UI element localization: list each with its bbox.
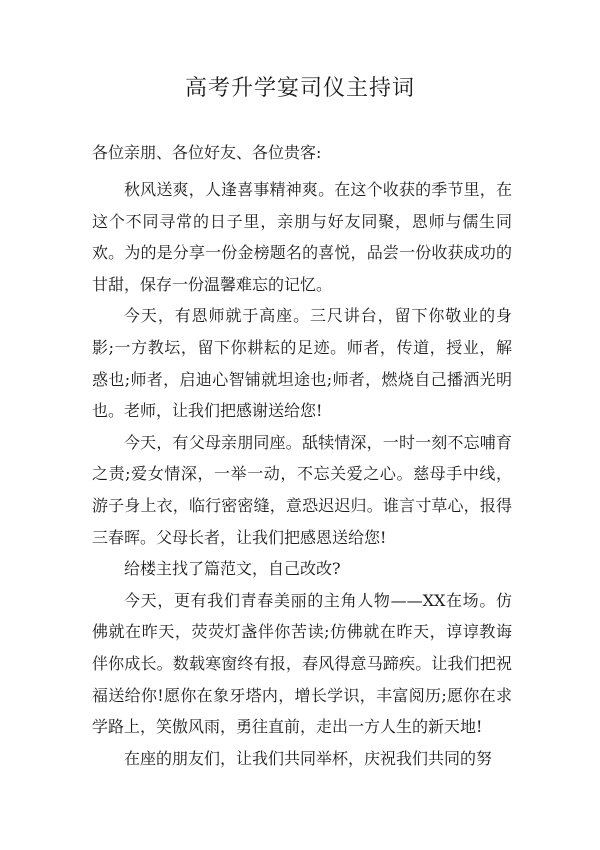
paragraph-toast: 在座的朋友们，让我们共同举杯，庆祝我们共同的努 [124, 748, 493, 768]
greeting-line: 各位亲朋、各位好友、各位贵客: [92, 143, 322, 162]
document-body [92, 174, 512, 774]
paragraph-autumn: 秋风送爽，人逢喜事精神爽。在这个收获的季节里，在这个不同寻常的日子里，亲朋与好友同聚，恩师与儒生同欢。为的是分享一份金榜题名的喜悦，品尝一份收获成功的甘甜，保存一份温馨难忘的记忆。 [92, 180, 512, 294]
paragraph-note: 给楼主找了篇范文，自己改改? [124, 559, 341, 579]
paragraph-protagonist: 今天，更有我们青春美丽的主角人物——XX在场。仿佛就在昨天，荧荧灯盏伴你苦读;仿佛就在昨天，谆谆教诲伴你成长。数载寒窗终有报，春风得意马蹄疾。让我们把祝福送给你!愿你在象牙塔内，增长学识，丰富阅历;愿你在求学路上，笑傲风雨，勇往直前，走出一方人生的新天地! [92, 590, 512, 737]
paragraph-teachers: 今天，有恩师就于高座。三尺讲台，留下你敬业的身影;一方教坛，留下你耕耘的足迹。师者，传道，授业，解惑也;师者，启迪心智铺就坦途也;师者，燃烧自己播洒光明也。老师，让我们把感谢送给您! [92, 306, 512, 421]
paragraph-parents: 今天，有父母亲朋同座。舐犊情深，一时一刻不忘哺育之责;爱女情深，一举一动，不忘关爱之心。慈母手中线，游子身上衣，临行密密缝，意恐迟迟归。谁言寸草心，报得三春晖。父母长者，让我们把感恩送给您! [92, 432, 512, 547]
document-title: 高考升学宴司仪主持词 [184, 76, 415, 101]
